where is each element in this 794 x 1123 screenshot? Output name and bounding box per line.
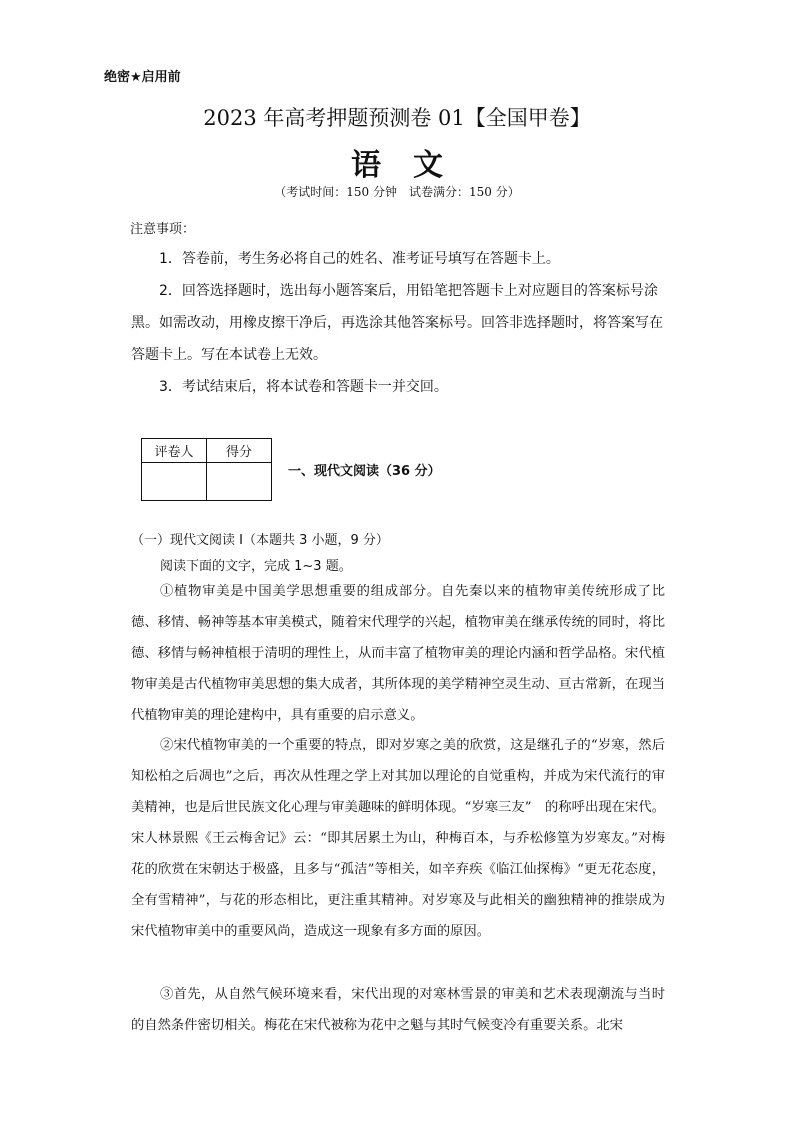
sub-section-heading: （一）现代文阅读 I（本题共 3 小题，9 分） <box>131 533 389 548</box>
score-cell <box>207 463 272 501</box>
notice-item-1: 1．答卷前，考生务必将自己的姓名、准考证号填写在答题卡上。 <box>159 251 560 267</box>
notice-item-2: 2．回答选择题时，选出每小题答案后，用铅笔把答题卡上对应题目的答案标号涂黑。如需改动，用橡皮擦干净后，再选涂其他答案标号。回答非选择题时，将答案写在答题卡上。写在本试卷上无效。 <box>131 283 663 363</box>
subject-title: 语文 <box>351 148 475 183</box>
score-table <box>141 438 272 501</box>
score-header: 得分 <box>207 439 272 463</box>
grader-cell <box>142 463 207 501</box>
grader-header: 评卷人 <box>142 439 207 463</box>
confidential-label: 绝密★启用前 <box>104 70 181 85</box>
notice-item-3: 3．考试结束后，将本试卷和答题卡一并交回。 <box>159 379 448 395</box>
notice-heading: 注意事项： <box>130 222 196 237</box>
exam-title: 2023 年高考押题预测卷 01【全国甲卷】 <box>203 106 591 130</box>
passage-paragraph-2: ②宋代植物审美的一个重要的特点，即对岁寒之美的欣赏，这是继孔子的“岁寒，然后知松柏之后凋也”之后，再次从性理之学上对其加以理论的自觉重构，并成为宋代流行的审美精神，也是后世民族文化心理与审美趣味的鲜明体现。“岁寒三友” 的称呼出现在宋代。宋人林景熙《王云梅舍记》云：“即其居累土为山，种梅百本，与乔松修篁为岁寒友。”对梅花的欣赏在宋朝达于极盛，且多与“孤洁”等相关，如辛弃疾《临江仙探梅》“更无花态度，全有雪精神”，与花的形态相比，更注重其精神。对岁寒及与此相关的幽独精神的推崇成为宋代植物审美中的重要风尚，造成这一现象有多方面的原因。 <box>131 738 665 939</box>
passage-paragraph-1: ①植物审美是中国美学思想重要的组成部分。自先秦以来的植物审美传统形成了比德、移情、畅神等基本审美模式，随着宋代理学的兴起，植物审美在继承传统的同时，将比德、移情与畅神植根于清明的理性上，从而丰富了植物审美的理论内涵和哲学品格。宋代植物审美是古代植物审美思想的集大成者，其所体现的美学精神空灵生动、亘古常新，在现当代植物审美的理论建构中，具有重要的启示意义。 <box>131 584 665 723</box>
reading-instruction: 阅读下面的文字，完成 1~3 题。 <box>160 559 352 574</box>
section-title: 一、现代文阅读（36 分） <box>288 464 441 479</box>
exam-time-info: （考试时间：150 分钟 试卷满分：150 分） <box>274 185 520 199</box>
passage-paragraph-3: ③首先，从自然气候环境来看，宋代出现的对寒林雪景的审美和艺术表现潮流与当时的自然条件密切相关。梅花在宋代被称为花中之魁与其时气候变冷有重要关系。北宋 <box>131 987 665 1033</box>
